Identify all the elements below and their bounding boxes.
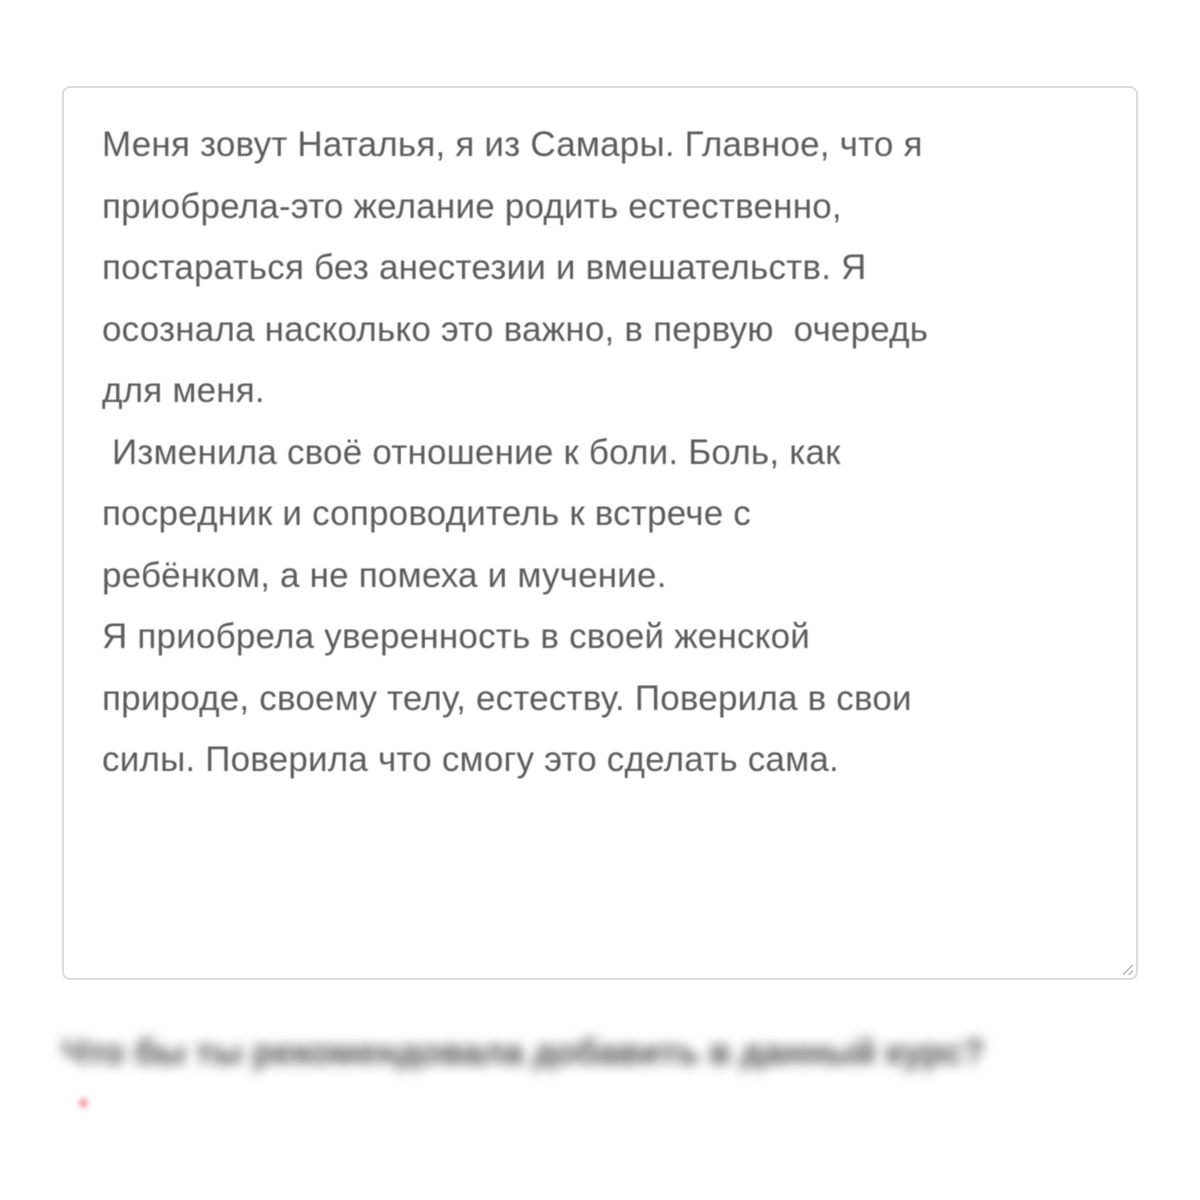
next-question-block: [62, 1030, 1142, 1122]
answer-textarea[interactable]: [62, 86, 1138, 980]
required-asterisk: *: [78, 1092, 89, 1123]
answer-form-field: [62, 86, 1138, 980]
answer-text[interactable]: Меня зовут Наталья, я из Самары. Главное, что я приобрела-это желание родить естественно, постараться без анестезии и вмешательств. Я осознала насколько это важно, в первую очередь для меня. Изменила своё отношение к боли. Боль, как посредник и сопроводитель к встрече с ребёнком, а не помеха и мучение. Я приобрела уверенность в своей женской природе, своему телу, естеству. Поверила в свои силы. Поверила что смогу это сделать сама.: [102, 125, 929, 779]
question-label: Что бы ты рекомендовала добавить в данный курс?: [62, 1033, 985, 1072]
resize-handle-icon[interactable]: [1123, 965, 1133, 975]
